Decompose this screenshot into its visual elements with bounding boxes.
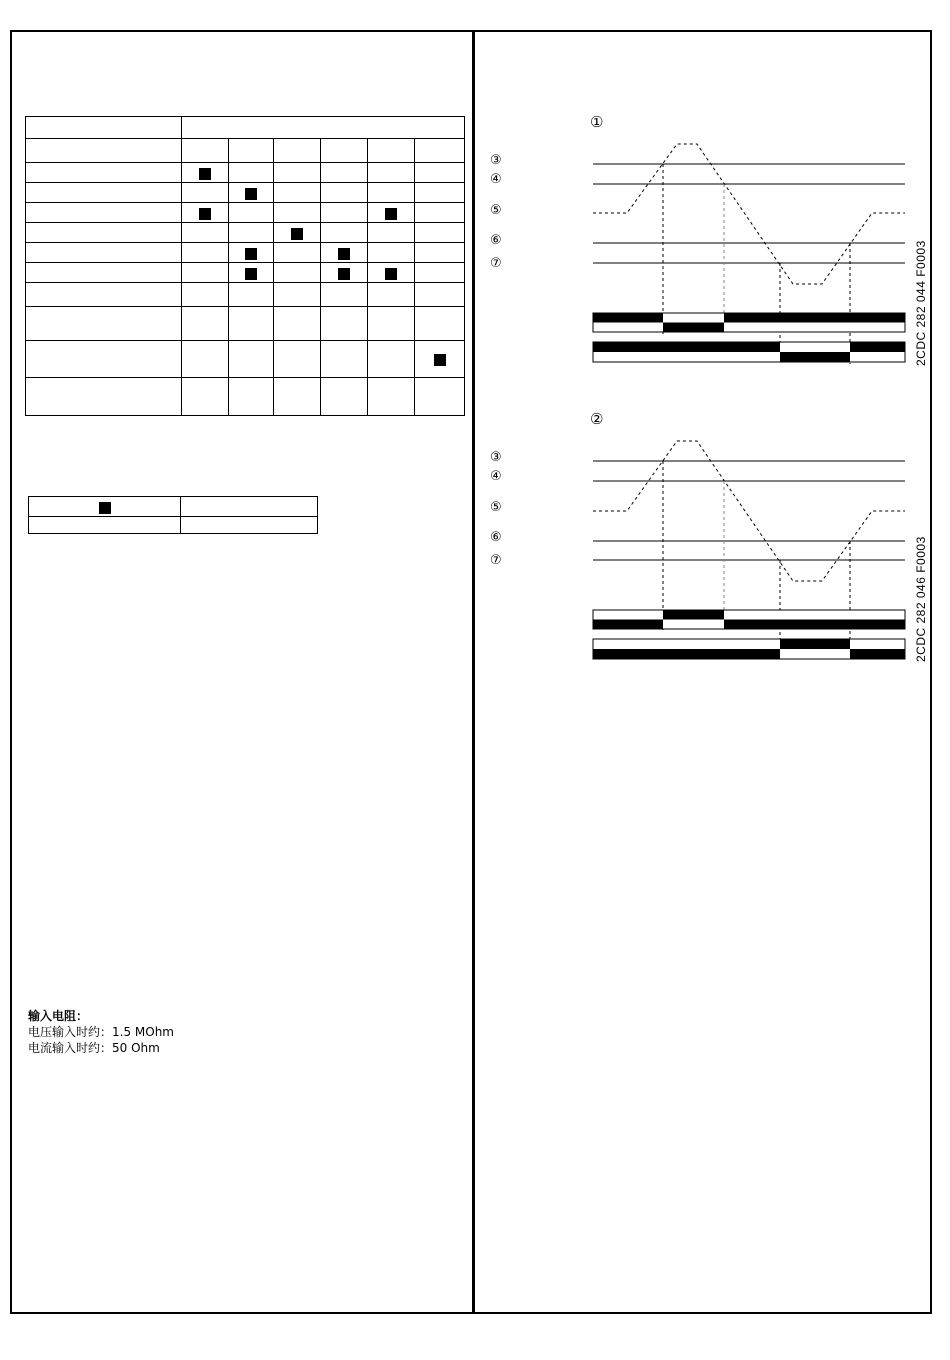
diagram2-label-5: ⑤ [490, 500, 502, 515]
diagram2-label-6: ⑥ [490, 530, 502, 545]
diagram1-code: 2CDC 282 044 F0003 [914, 240, 928, 366]
diagram2-label-4: ④ [490, 469, 502, 484]
diagram1-label-7: ⑦ [490, 256, 502, 271]
diagram1-label-5: ⑤ [490, 203, 502, 218]
diagram2-code: 2CDC 282 046 F0003 [914, 536, 928, 662]
diagram2-label-3: ③ [490, 450, 502, 465]
diagram2-marker: ② [590, 410, 604, 428]
diagram1-label-4: ④ [490, 172, 502, 187]
diagram1-marker: ① [590, 113, 604, 131]
current-input-resistance: 电流输入时约：50 Ohm [28, 1041, 160, 1055]
timing-diagram-1 [593, 144, 905, 364]
voltage-input-resistance: 电压输入时约：1.5 MOhm [28, 1025, 174, 1039]
timing-diagram-2 [593, 441, 905, 660]
diagram1-label-3: ③ [490, 153, 502, 168]
diagram1-label-6: ⑥ [490, 233, 502, 248]
diagram2-label-7: ⑦ [490, 553, 502, 568]
input-resistance-heading: 输入电阻： [28, 1009, 89, 1023]
